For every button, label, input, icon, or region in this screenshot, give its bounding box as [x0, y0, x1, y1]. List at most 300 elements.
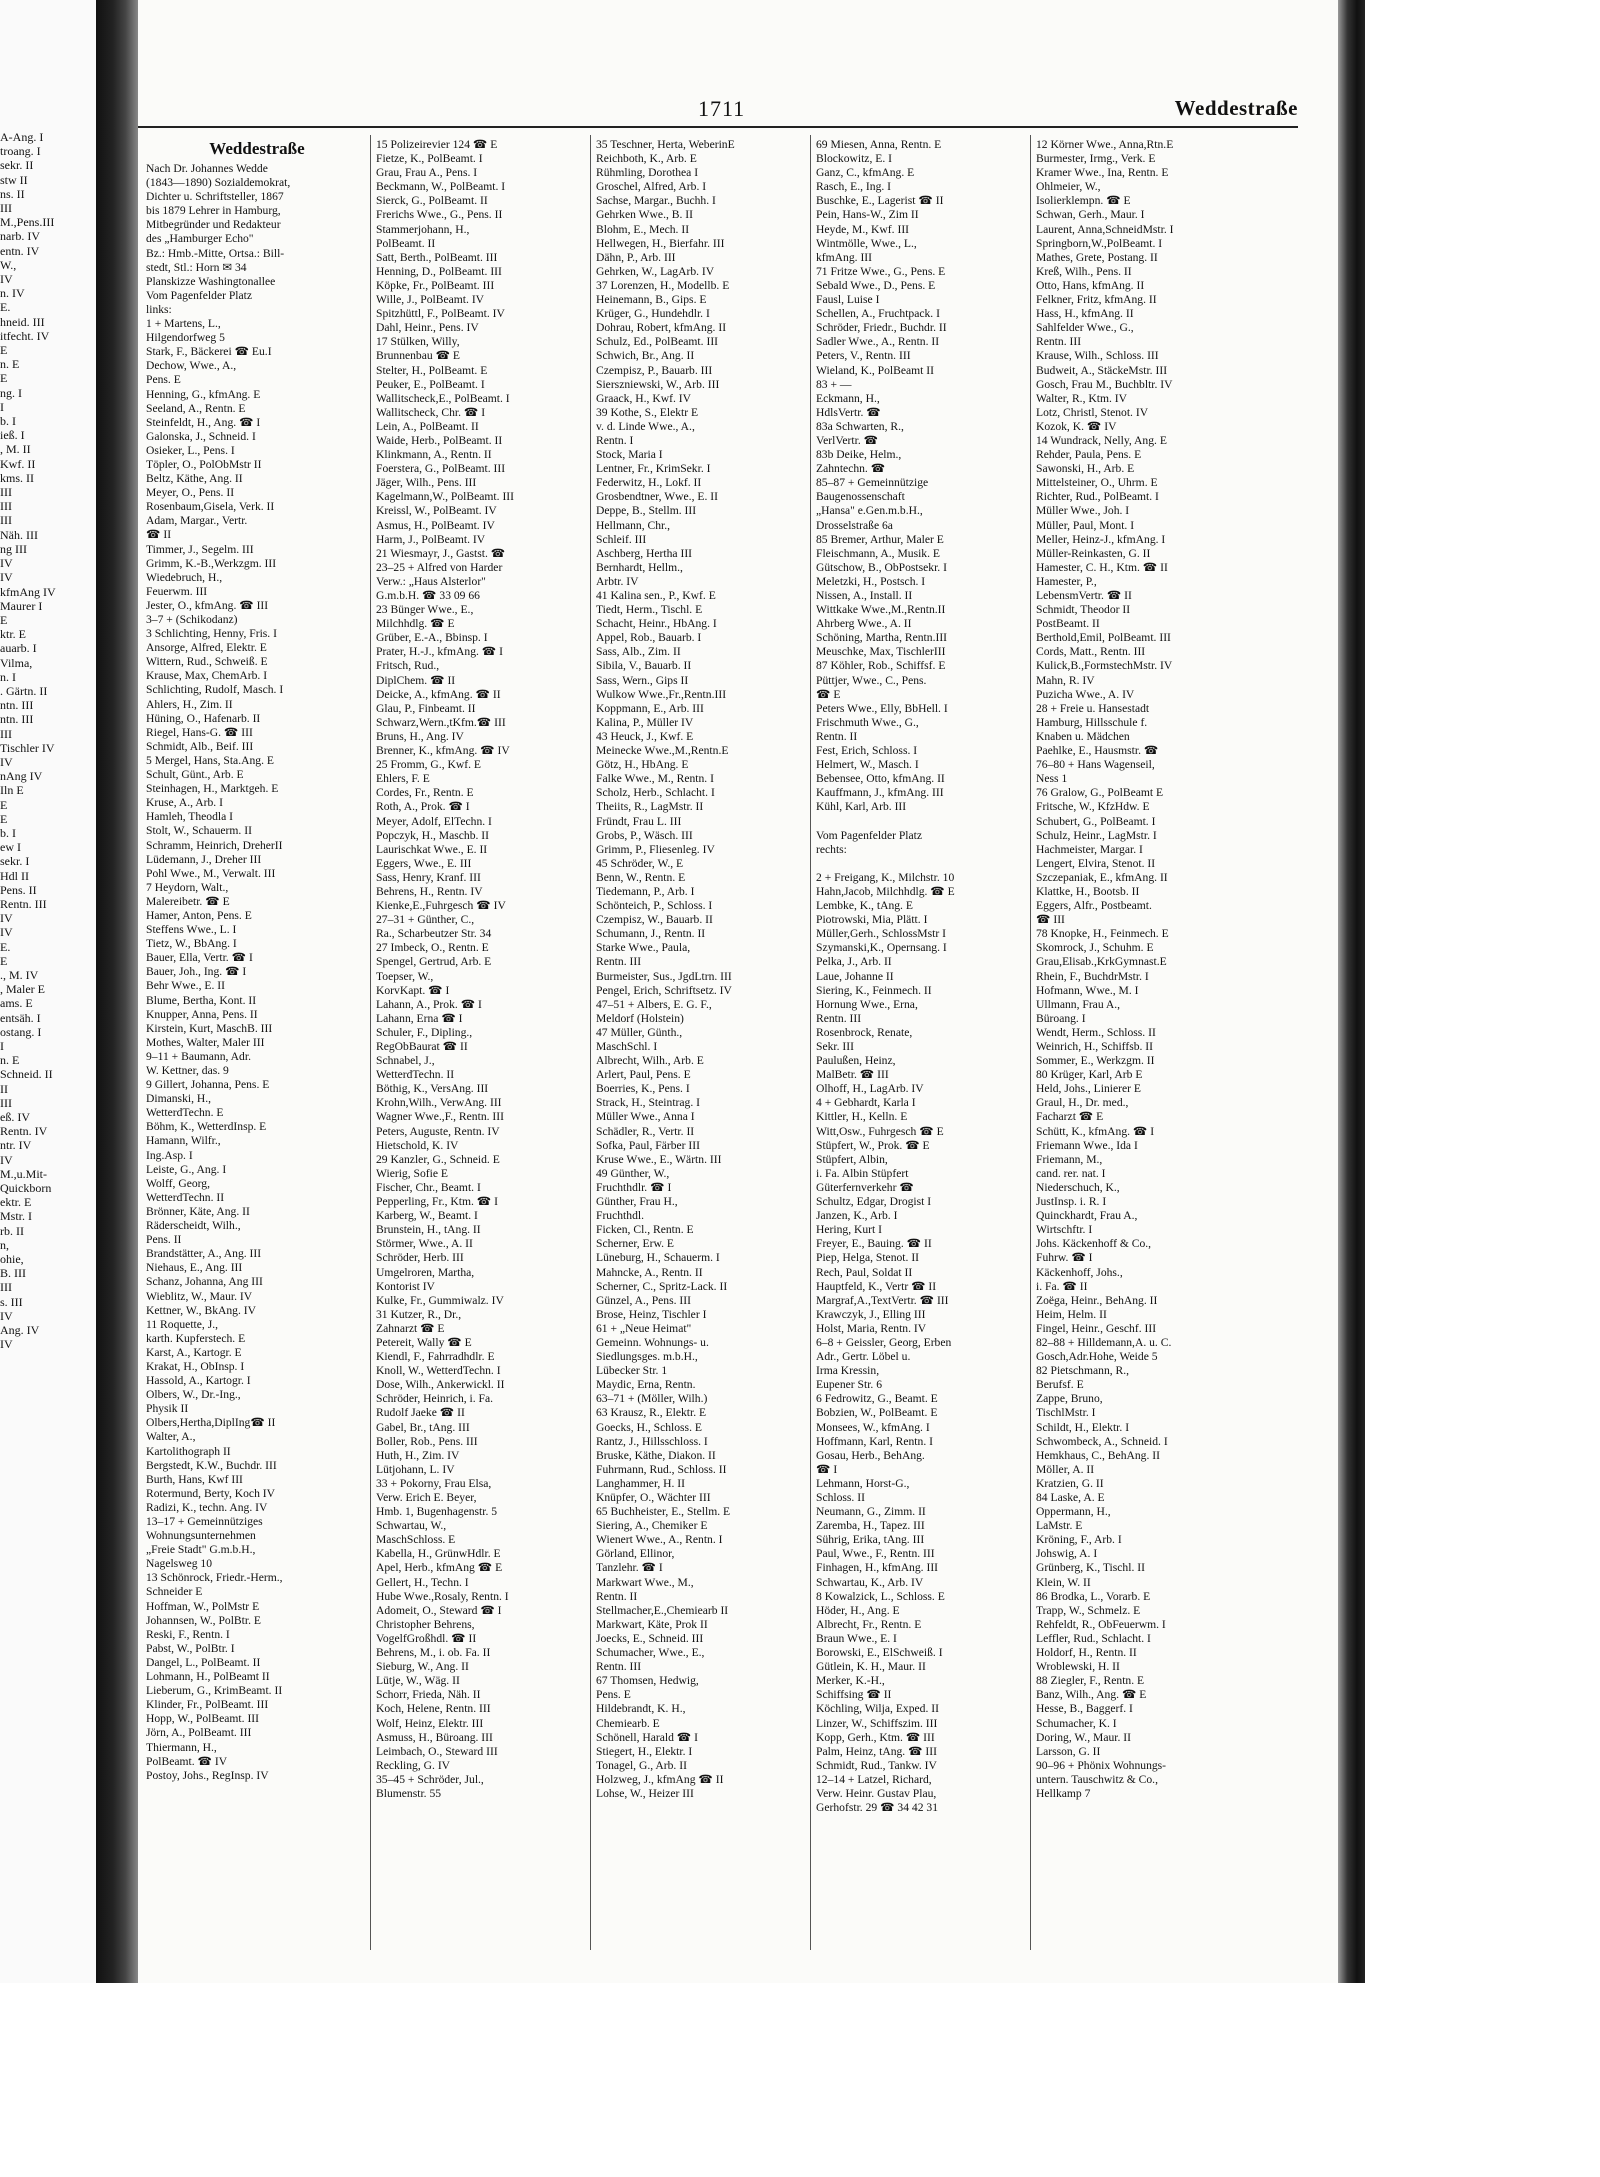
directory-entry-line: Baugenossenschaft	[816, 490, 905, 504]
directory-entry-line: Strack, H., Steintrag. I	[596, 1096, 700, 1110]
directory-entry-line: Ra., Scharbeutzer Str. 34	[376, 927, 492, 941]
directory-entry-line: Berufsf. E	[1036, 1378, 1084, 1392]
directory-entry-line: Pohl Wwe., M., Verwalt. III	[146, 866, 276, 880]
directory-entry-line: 69 Miesen, Anna, Rentn. E	[816, 138, 942, 151]
directory-entry-line: Hopp, W., PolBeamt. III	[146, 1712, 260, 1726]
directory-entry-line: Feuerwm. III	[146, 584, 208, 598]
left-page-fragment: M.,Pens.III	[0, 215, 55, 230]
directory-entry-line: Joecks, E., Schneid. III	[596, 1631, 704, 1645]
directory-entry-line: Kartolithograph II	[146, 1444, 231, 1458]
directory-entry-line: 6–8 + Geissler, Georg, Erben	[816, 1335, 952, 1349]
directory-entry-line: 28 + Freie u. Hansestadt	[1036, 701, 1150, 715]
directory-entry-line: Chemiearb. E	[596, 1716, 660, 1730]
directory-entry-line: Jörn, A., PolBeamt. III	[146, 1726, 252, 1740]
directory-entry-line: Prater, H.-J., kfmAng. ☎ I	[376, 645, 503, 659]
directory-entry-line: 82–88 + Hilldemann,A. u. C.	[1036, 1335, 1172, 1349]
directory-entry-line: LebensmVertr. ☎ II	[1036, 589, 1132, 602]
directory-entry-line: Palm, Heinz, tAng. ☎ III	[816, 1744, 938, 1758]
directory-entry-line: Schmidt, Alb., Beif. III	[146, 739, 254, 753]
directory-entry-line: Sachse, Margar., Buchh. I	[596, 194, 716, 208]
directory-entry-line: Güterfernverkehr ☎	[816, 1180, 914, 1194]
directory-entry-line: Peters, V., Rentn. III	[816, 349, 911, 363]
directory-entry-line: Müller, Paul, Mont. I	[1036, 518, 1135, 532]
directory-entry-line: JustInsp. i. R. I	[1036, 1195, 1107, 1209]
directory-entry-line: Beckmann, W., PolBeamt. I	[376, 180, 506, 194]
directory-entry-line: Grüber, E.-A., Bbinsp. I	[376, 631, 488, 645]
directory-entry-line: Gellert, H., Techn. I	[376, 1575, 469, 1589]
left-page-fragment: ostang. I	[0, 1024, 42, 1039]
directory-entry-line: Brunnenbau ☎ E	[376, 349, 460, 363]
directory-entry-line: Krawczyk, J., Elling III	[816, 1307, 926, 1321]
directory-entry-line: Holzweg, J., kfmAng ☎ II	[596, 1772, 724, 1786]
directory-entry-line: Paulußen, Heinz,	[816, 1054, 896, 1068]
left-page-fragment: n. E	[0, 357, 20, 372]
left-page-fragment: rb. II	[0, 1223, 24, 1238]
page-right-edge	[1338, 0, 1365, 1983]
directory-entry-line: Görland, Ellinor,	[596, 1547, 675, 1561]
header-rule	[138, 126, 1298, 128]
directory-entry-line: Gosau, Herb., BehAng.	[816, 1448, 925, 1462]
left-page-fragment: sekr. I	[0, 854, 30, 869]
directory-entry-line: Langhammer, H. II	[596, 1476, 686, 1490]
directory-entry-line: Töpler, O., PolObMstr II	[146, 457, 262, 471]
directory-entry-line: Rudolf Jaeke ☎ II	[376, 1406, 465, 1420]
directory-entry-line: Lein, A., PolBeamt. II	[376, 419, 479, 433]
directory-entry-line: Böhm, K., WetterdInsp. E	[146, 1120, 267, 1134]
directory-entry-line: Starke Wwe., Paula,	[596, 941, 691, 955]
directory-entry-line: Janzen, K., Arb. I	[816, 1209, 898, 1223]
directory-entry-line: Schumann, J., Rentn. II	[596, 927, 706, 941]
directory-entry-line: 47 Müller, Günth.,	[596, 1025, 683, 1039]
directory-entry-line: Postoy, Johs., RegInsp. IV	[146, 1768, 269, 1782]
directory-entry-line: 11 Roquette, J.,	[146, 1317, 219, 1331]
directory-entry-line: 27 Imbeck, O., Rentn. E	[376, 941, 489, 955]
directory-entry-line: Rühmling, Dorothea I	[596, 166, 699, 180]
directory-entry-line: Büroang. I	[1036, 1011, 1086, 1025]
directory-entry-line: Czempisz, P., Bauarb. III	[596, 363, 713, 377]
directory-entry-line: Benn, W., Rentn. E	[596, 870, 686, 884]
left-page-fragment: E	[0, 797, 8, 812]
directory-entry-line: Nagelsweg 10	[146, 1557, 213, 1571]
directory-entry-line: Bebensee, Otto, kfmAng. II	[816, 772, 945, 786]
directory-entry-line: 13–17 + Gemeinnütziges	[146, 1515, 263, 1528]
directory-entry-line: Irma Kressin,	[816, 1364, 880, 1378]
directory-entry-line: Theiits, R., LagMstr. II	[596, 800, 704, 814]
directory-entry-line: 82 Pietschmann, R.,	[1036, 1364, 1130, 1378]
left-page-fragment: Iln E	[0, 783, 24, 798]
directory-entry-line: Szczepaniak, E., kfmAng. II	[1036, 870, 1168, 884]
directory-entry-line: Dahl, Heinr., Pens. IV	[376, 321, 479, 335]
directory-entry-line: Laurent, Anna,SchneidMstr. I	[1036, 222, 1174, 236]
intro-line: Mitbegründer und Redakteur	[146, 218, 281, 232]
left-page-fragment: Näh. III	[0, 527, 38, 542]
directory-entry-line: Walter, A.,	[146, 1430, 196, 1444]
directory-entry-line: Leimbach, O., Steward III	[376, 1744, 498, 1758]
directory-entry-line: PolBeamt. ☎ IV	[146, 1754, 228, 1768]
directory-entry-line: Klinkmann, A., Rentn. II	[376, 448, 492, 462]
directory-entry-line: Müller,Gerh., SchlossMstr I	[816, 927, 946, 941]
directory-entry-line: Blumenstr. 55	[376, 1786, 442, 1800]
directory-entry-line: 35–45 + Schröder, Jul.,	[376, 1772, 484, 1786]
directory-entry-line: Sierszniewski, W., Arb. III	[596, 377, 720, 391]
directory-entry-line: i. Fa. Albin Stüpfert	[816, 1166, 909, 1180]
directory-entry-line: Schlichting, Rudolf, Masch. I	[146, 683, 284, 697]
directory-entry-line: 3 Schlichting, Henny, Fris. I	[146, 627, 277, 641]
left-page-fragment: Rentn. III	[0, 896, 47, 911]
left-page-fragment: n,	[0, 1237, 9, 1252]
directory-entry-line: Siering, K., Feinmech. II	[816, 983, 932, 997]
directory-entry-line: Friemann Wwe., Ida I	[1036, 1138, 1138, 1152]
directory-page	[138, 0, 1338, 1983]
directory-entry-line: Richter, Rud., PolBeamt. I	[1036, 490, 1159, 504]
left-page-fragment: ohie,	[0, 1252, 24, 1267]
directory-entry-line: Held, Johs., Linierer E	[1036, 1082, 1141, 1096]
directory-entry-line: Kramer Wwe., Ina, Rentn. E	[1036, 166, 1169, 180]
directory-entry-line: Meletzki, H., Postsch. I	[816, 574, 926, 588]
directory-entry-line: Knoll, W., WetterdTechn. I	[376, 1364, 501, 1378]
directory-entry-line: Kettner, W., BkAng. IV	[146, 1303, 256, 1317]
directory-entry-line: kfmAng. III	[816, 250, 873, 264]
left-page-fragment: III	[0, 201, 12, 216]
directory-entry-line: Hube Wwe.,Rosaly, Rentn. I	[376, 1589, 509, 1603]
directory-entry-line: Rentn. III	[1036, 335, 1082, 349]
directory-entry-line: Aschberg, Hertha III	[596, 546, 693, 560]
directory-entry-line: Hemkhaus, C., BehAng. II	[1036, 1448, 1160, 1462]
directory-entry-line: Schulz, Ed., PolBeamt. III	[596, 335, 719, 349]
directory-entry-line: ☎ III	[1036, 913, 1065, 927]
directory-entry-line: Fausl, Luise I	[816, 293, 880, 307]
directory-entry-line: Arbtr. IV	[596, 574, 639, 588]
left-page-fragment: ktr. E	[0, 627, 26, 642]
directory-entry-line: Johswig, A. I	[1036, 1547, 1098, 1561]
directory-entry-line: Olhoff, H., LagArb. IV	[816, 1082, 924, 1096]
directory-entry-line: Peters Wwe., Elly, BbHell. I	[816, 701, 948, 715]
directory-entry-line: Albrecht, Wilh., Arb. E	[596, 1054, 704, 1068]
directory-entry-line: Beltz, Käthe, Ang. II	[146, 472, 243, 486]
directory-entry-line: Dohrau, Robert, kfmAng. II	[596, 321, 727, 335]
directory-entry-line: Grünberg, K., Tischl. II	[1036, 1561, 1145, 1575]
intro-line: stedt, Stl.: Horn ✉ 34	[146, 260, 247, 274]
column-1	[146, 138, 368, 1948]
directory-entry-line: Foerstera, G., PolBeamt. III	[376, 462, 506, 476]
left-page-fragment: B. III	[0, 1266, 26, 1281]
directory-entry-line: 63 Krausz, R., Elektr. E	[596, 1406, 707, 1420]
left-page-fragment: IV	[0, 272, 13, 287]
directory-entry-line: Schellen, A., Fruchtpack. I	[816, 307, 940, 321]
left-page-fragment: I	[0, 1039, 4, 1053]
directory-entry-line: Kalina, P., Müller IV	[596, 715, 694, 729]
directory-entry-line: 9–11 + Baumann, Adr.	[146, 1049, 251, 1063]
directory-entry-line: Krüger, G., Hundehdlr. I	[596, 307, 710, 321]
left-page-fragment: Ang. IV	[0, 1323, 40, 1338]
directory-entry-line: Reichboth, K., Arb. E	[596, 152, 697, 166]
directory-entry-line: Rentn. II	[816, 729, 858, 743]
directory-entry-line: Glau, P., Finbeamt. II	[376, 701, 476, 715]
left-page-fragment: ng III	[0, 541, 27, 556]
directory-entry-line: 1 + Martens, L.,	[146, 317, 221, 331]
directory-entry-line: 29 Kanzler, G., Schneid. E	[376, 1152, 500, 1166]
directory-entry-line: Kruse Wwe., E., Wärtn. III	[596, 1152, 722, 1166]
directory-entry-line: Lahann, Erna ☎ I	[376, 1011, 463, 1025]
directory-entry-line: Stolt, W., Schauerm. II	[146, 824, 252, 838]
directory-entry-line: Linzer, W., Schiffszim. III	[816, 1716, 938, 1730]
directory-entry-line: Kittler, H., Kelln. E	[816, 1110, 908, 1124]
directory-entry-line: Berthold,Emil, PolBeamt. III	[1036, 631, 1171, 645]
directory-entry-line: Federwitz, H., Lokf. II	[596, 476, 702, 490]
directory-entry-line: DiplChem. ☎ II	[376, 673, 456, 687]
directory-entry-line: Jäger, Wilh., Pens. III	[376, 476, 477, 490]
directory-entry-line: Popczyk, H., Maschb. II	[376, 828, 490, 842]
directory-entry-line: Schönteich, P., Schloss. I	[596, 899, 713, 913]
left-page-fragment: ntr. IV	[0, 1138, 32, 1153]
directory-entry-line: Fründt, Frau L. III	[596, 814, 682, 828]
directory-entry-line: Vom Pagenfelder Platz	[816, 828, 923, 842]
directory-entry-line: Hahn,Jacob, Milchhdlg. ☎ E	[816, 884, 955, 898]
directory-entry-line: Pein, Hans-W., Zim II	[816, 208, 919, 222]
directory-entry-line: Sass, Alb., Zim. II	[596, 645, 681, 659]
directory-entry-line: Pabst, W., PolBtr. I	[146, 1641, 235, 1655]
directory-entry-line: Stock, Maria I	[596, 448, 663, 462]
left-page-fragment: n. I	[0, 669, 16, 684]
directory-entry-line: VerlVertr. ☎	[816, 433, 879, 447]
directory-entry-line: RegObBaurat ☎ II	[376, 1040, 468, 1053]
directory-entry-line: Sebald Wwe., D., Pens. E	[816, 278, 936, 292]
directory-entry-line: Lengert, Elvira, Stenot. II	[1036, 856, 1156, 870]
directory-entry-line: Hass, H., kfmAng. II	[1036, 307, 1134, 321]
directory-entry-line: Lohse, W., Heizer III	[596, 1786, 694, 1800]
directory-entry-line: v. d. Linde Wwe., A.,	[596, 419, 695, 433]
directory-entry-line: Hassold, A., Kartogr. I	[146, 1374, 251, 1388]
left-page-fragment: auarb. I	[0, 641, 37, 656]
directory-entry-line: Bruns, H., Ang. IV	[376, 729, 464, 743]
left-page-fragment: Vilma,	[0, 655, 33, 670]
directory-entry-line: Eckmann, H.,	[816, 391, 880, 405]
left-page-fragment: b. I	[0, 825, 16, 840]
column-2	[376, 138, 598, 1948]
directory-entry-line: Deicke, A., kfmAng. ☎ II	[376, 687, 501, 701]
directory-entry-line: Apel, Herb., kfmAng ☎ E	[376, 1561, 503, 1575]
directory-entry-line: Grobs, P., Wäsch. III	[596, 828, 693, 842]
directory-entry-line: LaMstr. E	[1036, 1519, 1083, 1533]
directory-entry-line: Schnabel, J.,	[376, 1054, 435, 1068]
left-page-fragment: E.	[0, 300, 11, 315]
left-page-fragment: III	[0, 485, 12, 500]
left-page-fragment: III	[0, 1280, 12, 1295]
directory-entry-line: Peters, Auguste, Rentn. IV	[376, 1124, 500, 1138]
directory-entry-line: Zoëga, Heinr., BehAng. II	[1036, 1293, 1158, 1307]
directory-entry-line: 63–71 + (Möller, Wilh.)	[596, 1392, 708, 1406]
directory-entry-line: Rehder, Paula, Pens. E	[1036, 448, 1142, 462]
left-page-fragment: , M. II	[0, 442, 31, 457]
entry-list	[596, 138, 818, 1801]
directory-entry-line: 17 Stülken, Willy,	[376, 335, 460, 349]
directory-entry-line: Schubert, G., PolBeamt. I	[1036, 814, 1156, 828]
directory-entry-line: Steffens Wwe., L. I	[146, 923, 237, 937]
directory-entry-line: Wienert Wwe., A., Rentn. I	[596, 1533, 723, 1547]
directory-entry-line: 7 Heydorn, Walt.,	[146, 880, 229, 894]
directory-entry-line: Behrens, M., i. ob. Fa. II	[376, 1646, 491, 1660]
directory-entry-line: Ohlmeier, W.,	[1036, 180, 1101, 194]
left-page-fragment: n. IV	[0, 286, 25, 301]
directory-entry-line: Schwan, Gerh., Maur. I	[1036, 208, 1145, 222]
directory-entry-line: Falke Wwe., M., Rentn. I	[596, 772, 714, 786]
directory-entry-line: Peuker, E., PolBeamt. I	[376, 377, 485, 391]
directory-entry-line: Grau, Frau A., Pens. I	[376, 166, 478, 180]
directory-entry-line: 76–80 + Hans Wagenseil,	[1036, 758, 1155, 772]
directory-entry-line: Püttjer, Wwe., C., Pens.	[816, 673, 927, 687]
directory-entry-line: Günther, Frau H.,	[596, 1195, 678, 1209]
directory-entry-line: Hamleh, Theodla I	[146, 810, 234, 824]
left-page-fragment: itfecht. IV	[0, 328, 50, 343]
directory-entry-line: Sekr. III	[816, 1040, 854, 1053]
left-page-fragment: W.,	[0, 257, 17, 272]
directory-entry-line: Schöning, Martha, Rentn.III	[816, 631, 948, 645]
directory-entry-line: Buschke, E., Lagerist ☎ II	[816, 194, 944, 208]
directory-entry-line: Graack, H., Kwf. IV	[596, 391, 691, 405]
directory-entry-line: Pens. E	[596, 1688, 631, 1702]
directory-entry-line: Umgelroren, Martha,	[376, 1265, 475, 1279]
directory-entry-line: Stammerjohann, H.,	[376, 222, 470, 236]
directory-entry-line: Mittelsteiner, O., Uhrm. E	[1036, 476, 1158, 490]
directory-entry-line: Koch, Helene, Rentn. III	[376, 1702, 491, 1716]
left-page-fragment: b. I	[0, 414, 16, 429]
directory-entry-line: 76 Gralow, G., PolBeamt E	[1036, 786, 1164, 800]
directory-entry-line: Czempisz, W., Bauarb. II	[596, 913, 713, 927]
directory-entry-line: 47–51 + Albers, E. G. F.,	[596, 997, 712, 1011]
directory-entry-line: Wallitscheck, Chr. ☎ I	[376, 405, 486, 419]
directory-entry-line: Lehmann, Horst-G.,	[816, 1476, 910, 1490]
directory-entry-line: Freyer, E., Bauing. ☎ II	[816, 1237, 932, 1251]
directory-entry-line: Wittkake Wwe.,M.,Rentn.II	[816, 603, 946, 617]
directory-entry-line: Adam, Margar., Vertr.	[146, 514, 248, 528]
left-page-fragment: Rentn. IV	[0, 1124, 48, 1139]
directory-entry-line: Wintmölle, Wwe., L.,	[816, 236, 917, 250]
directory-entry-line: 84 Laske, A. E	[1036, 1491, 1105, 1504]
directory-entry-line: Meyer, Adolf, ElTechn. I	[376, 814, 492, 828]
left-page-fragment: M.,u.Mit-	[0, 1166, 48, 1181]
directory-entry-line: Niehaus, E., Ang. III	[146, 1261, 243, 1275]
directory-entry-line: 12 Körner Wwe., Anna,Rtn.E	[1036, 138, 1174, 151]
directory-entry-line: Weinrich, H., Schiffsb. II	[1036, 1040, 1154, 1053]
directory-entry-line: Schacht, Heinr., HbAng. I	[596, 617, 717, 631]
directory-entry-line: Rentn. III	[596, 955, 642, 969]
directory-entry-line: Bobzien, W., PolBeamt. E	[816, 1406, 938, 1420]
directory-entry-line: 4 + Gebhardt, Karla I	[816, 1096, 916, 1110]
directory-entry-line: Schwarz,Wern.,tKfm.☎ III	[376, 715, 506, 729]
left-page-fragment: kfmAng IV	[0, 584, 56, 599]
directory-entry-line: Hofmann, Wwe., M. I	[1036, 983, 1139, 997]
directory-entry-line: 83 + —	[816, 377, 852, 391]
directory-entry-line: Brenner, K., kfmAng. ☎ IV	[376, 744, 510, 758]
directory-entry-line: karth. Kupferstech. E	[146, 1331, 246, 1345]
directory-entry-line: Dechow, Wwe., A.,	[146, 359, 237, 373]
directory-entry-line: Ahlers, H., Zim. II	[146, 697, 233, 711]
left-page-fragment: E	[0, 953, 8, 968]
directory-entry-line: Appel, Rob., Bauarb. I	[596, 631, 702, 645]
directory-entry-line: Schütt, K., kfmAng. ☎ I	[1036, 1124, 1155, 1138]
directory-entry-line: Kienke,E.,Fuhrgesch ☎ IV	[376, 899, 506, 913]
directory-entry-line: Sass, Wern., Gips II	[596, 673, 689, 687]
directory-entry-line: Gütlein, K. H., Maur. II	[816, 1660, 926, 1674]
directory-entry-line: Sommer, E., Werkzgm. II	[1036, 1054, 1155, 1068]
directory-entry-line: Ganz, C., kfmAng. E	[816, 166, 915, 180]
directory-entry-line: Krause, Max, ChemArb. I	[146, 669, 268, 683]
directory-entry-line: Behr Wwe., E. II	[146, 979, 225, 993]
directory-entry-line: Räderscheidt, Wilh.,	[146, 1219, 241, 1233]
directory-entry-line: Fuhrmann, Rud., Schloss. II	[596, 1462, 727, 1476]
page-number: 1711	[698, 96, 746, 121]
directory-entry-line: Holst, Maria, Rentn. IV	[816, 1321, 927, 1335]
left-page-fragment: . Gärtn. II	[0, 683, 48, 698]
directory-entry-line: 67 Thomsen, Hedwig,	[596, 1674, 699, 1688]
directory-entry-line: Schult, Günt., Arb. E	[146, 768, 244, 782]
directory-entry-line: Mathes, Grete, Postang. II	[1036, 250, 1158, 264]
directory-entry-line: Kratzien, G. II	[1036, 1476, 1104, 1490]
directory-entry-line: Henning, G., kfmAng. E	[146, 387, 261, 401]
directory-entry-line: Götz, H., HbAng. E	[596, 758, 689, 772]
directory-entry-line: Milchhdlg. ☎ E	[376, 617, 455, 631]
directory-entry-line: Kabella, H., GrünwHdlr. E	[376, 1547, 501, 1561]
directory-entry-line: Schmidt, Theodor II	[1036, 603, 1131, 617]
directory-entry-line: Rech, Paul, Soldat II	[816, 1265, 913, 1279]
directory-entry-line: Meyer, O., Pens. II	[146, 486, 235, 500]
directory-entry-line: Mothes, Walter, Maler III	[146, 1035, 265, 1049]
directory-entry-line: Monsees, W., kfmAng. I	[816, 1420, 930, 1434]
directory-entry-line: Fruchthdlr. ☎ I	[596, 1180, 672, 1194]
directory-entry-line: Satt, Berth., PolBeamt. III	[376, 250, 498, 264]
directory-entry-line: Müller Wwe., Anna I	[596, 1110, 695, 1124]
directory-entry-line: 13 Schönrock, Friedr.-Herm.,	[146, 1571, 283, 1585]
directory-entry-line: Wiedebruch, H.,	[146, 570, 223, 584]
directory-entry-line: Radizi, K., techn. Ang. IV	[146, 1500, 268, 1514]
left-page-fragment: nAng IV	[0, 769, 43, 784]
directory-entry-line: Wieblitz, W., Maur. IV	[146, 1289, 253, 1303]
directory-entry-line: Rentn. I	[596, 433, 634, 447]
directory-entry-line: Klein, W. II	[1036, 1575, 1091, 1589]
directory-entry-line: 2 + Freigang, K., Milchstr. 10	[816, 870, 955, 884]
directory-entry-line: Blume, Bertha, Kont. II	[146, 993, 257, 1007]
directory-entry-line: Siedlungsges. m.b.H.,	[596, 1350, 698, 1364]
directory-entry-line: Neumann, G., Zimm. II	[816, 1505, 926, 1519]
directory-entry-line: Hoffman, W., PolMstr E	[146, 1599, 260, 1613]
directory-entry-line: Lüdemann, J., Dreher III	[146, 852, 262, 866]
directory-entry-line: Fingel, Heinr., Geschf. III	[1036, 1321, 1157, 1335]
directory-entry-line: Ficken, Cl., Rentn. E	[596, 1223, 694, 1237]
directory-entry-line: Mahncke, A., Rentn. II	[596, 1265, 703, 1279]
directory-entry-line: Bauer, Ella, Vertr. ☎ I	[146, 951, 253, 965]
directory-entry-line: Zahntechn. ☎	[816, 462, 886, 476]
directory-entry-line: Hilgendorfweg 5	[146, 331, 225, 345]
directory-entry-line: Scherner, Erw. E	[596, 1237, 674, 1251]
directory-entry-line: Gehrken, W., LagArb. IV	[596, 264, 715, 278]
directory-entry-line: Toepser, W.,	[376, 969, 434, 983]
directory-entry-line: Burmester, Irmg., Verk. E	[1036, 152, 1156, 166]
directory-entry-line: Heinemann, B., Gips. E	[596, 293, 707, 307]
directory-entry-line: Käckenhoff, Johs.,	[1036, 1265, 1123, 1279]
left-page-fragment: I	[0, 399, 4, 414]
directory-entry-line: Gabel, Br., tAng. III	[376, 1420, 470, 1434]
directory-entry-line: Huth, H., Zim. IV	[376, 1448, 460, 1462]
directory-entry-line: Köpke, Fr., PolBeamt. III	[376, 278, 495, 292]
left-page-fragment: III	[0, 499, 12, 514]
directory-entry-line: Stiegert, H., Elektr. I	[596, 1744, 693, 1758]
directory-entry-line: Johannsen, W., PolBtr. E	[146, 1613, 261, 1627]
directory-entry-line: 83b Deike, Helm.,	[816, 448, 902, 462]
directory-entry-line: Dose, Wilh., Ankerwickl. II	[376, 1378, 505, 1392]
directory-entry-line: 23 Bünger Wwe., E.,	[376, 603, 474, 617]
directory-entry-line: Meldorf (Holstein)	[596, 1011, 684, 1025]
directory-entry-line: 3–7 + (Schikodanz)	[146, 613, 238, 626]
